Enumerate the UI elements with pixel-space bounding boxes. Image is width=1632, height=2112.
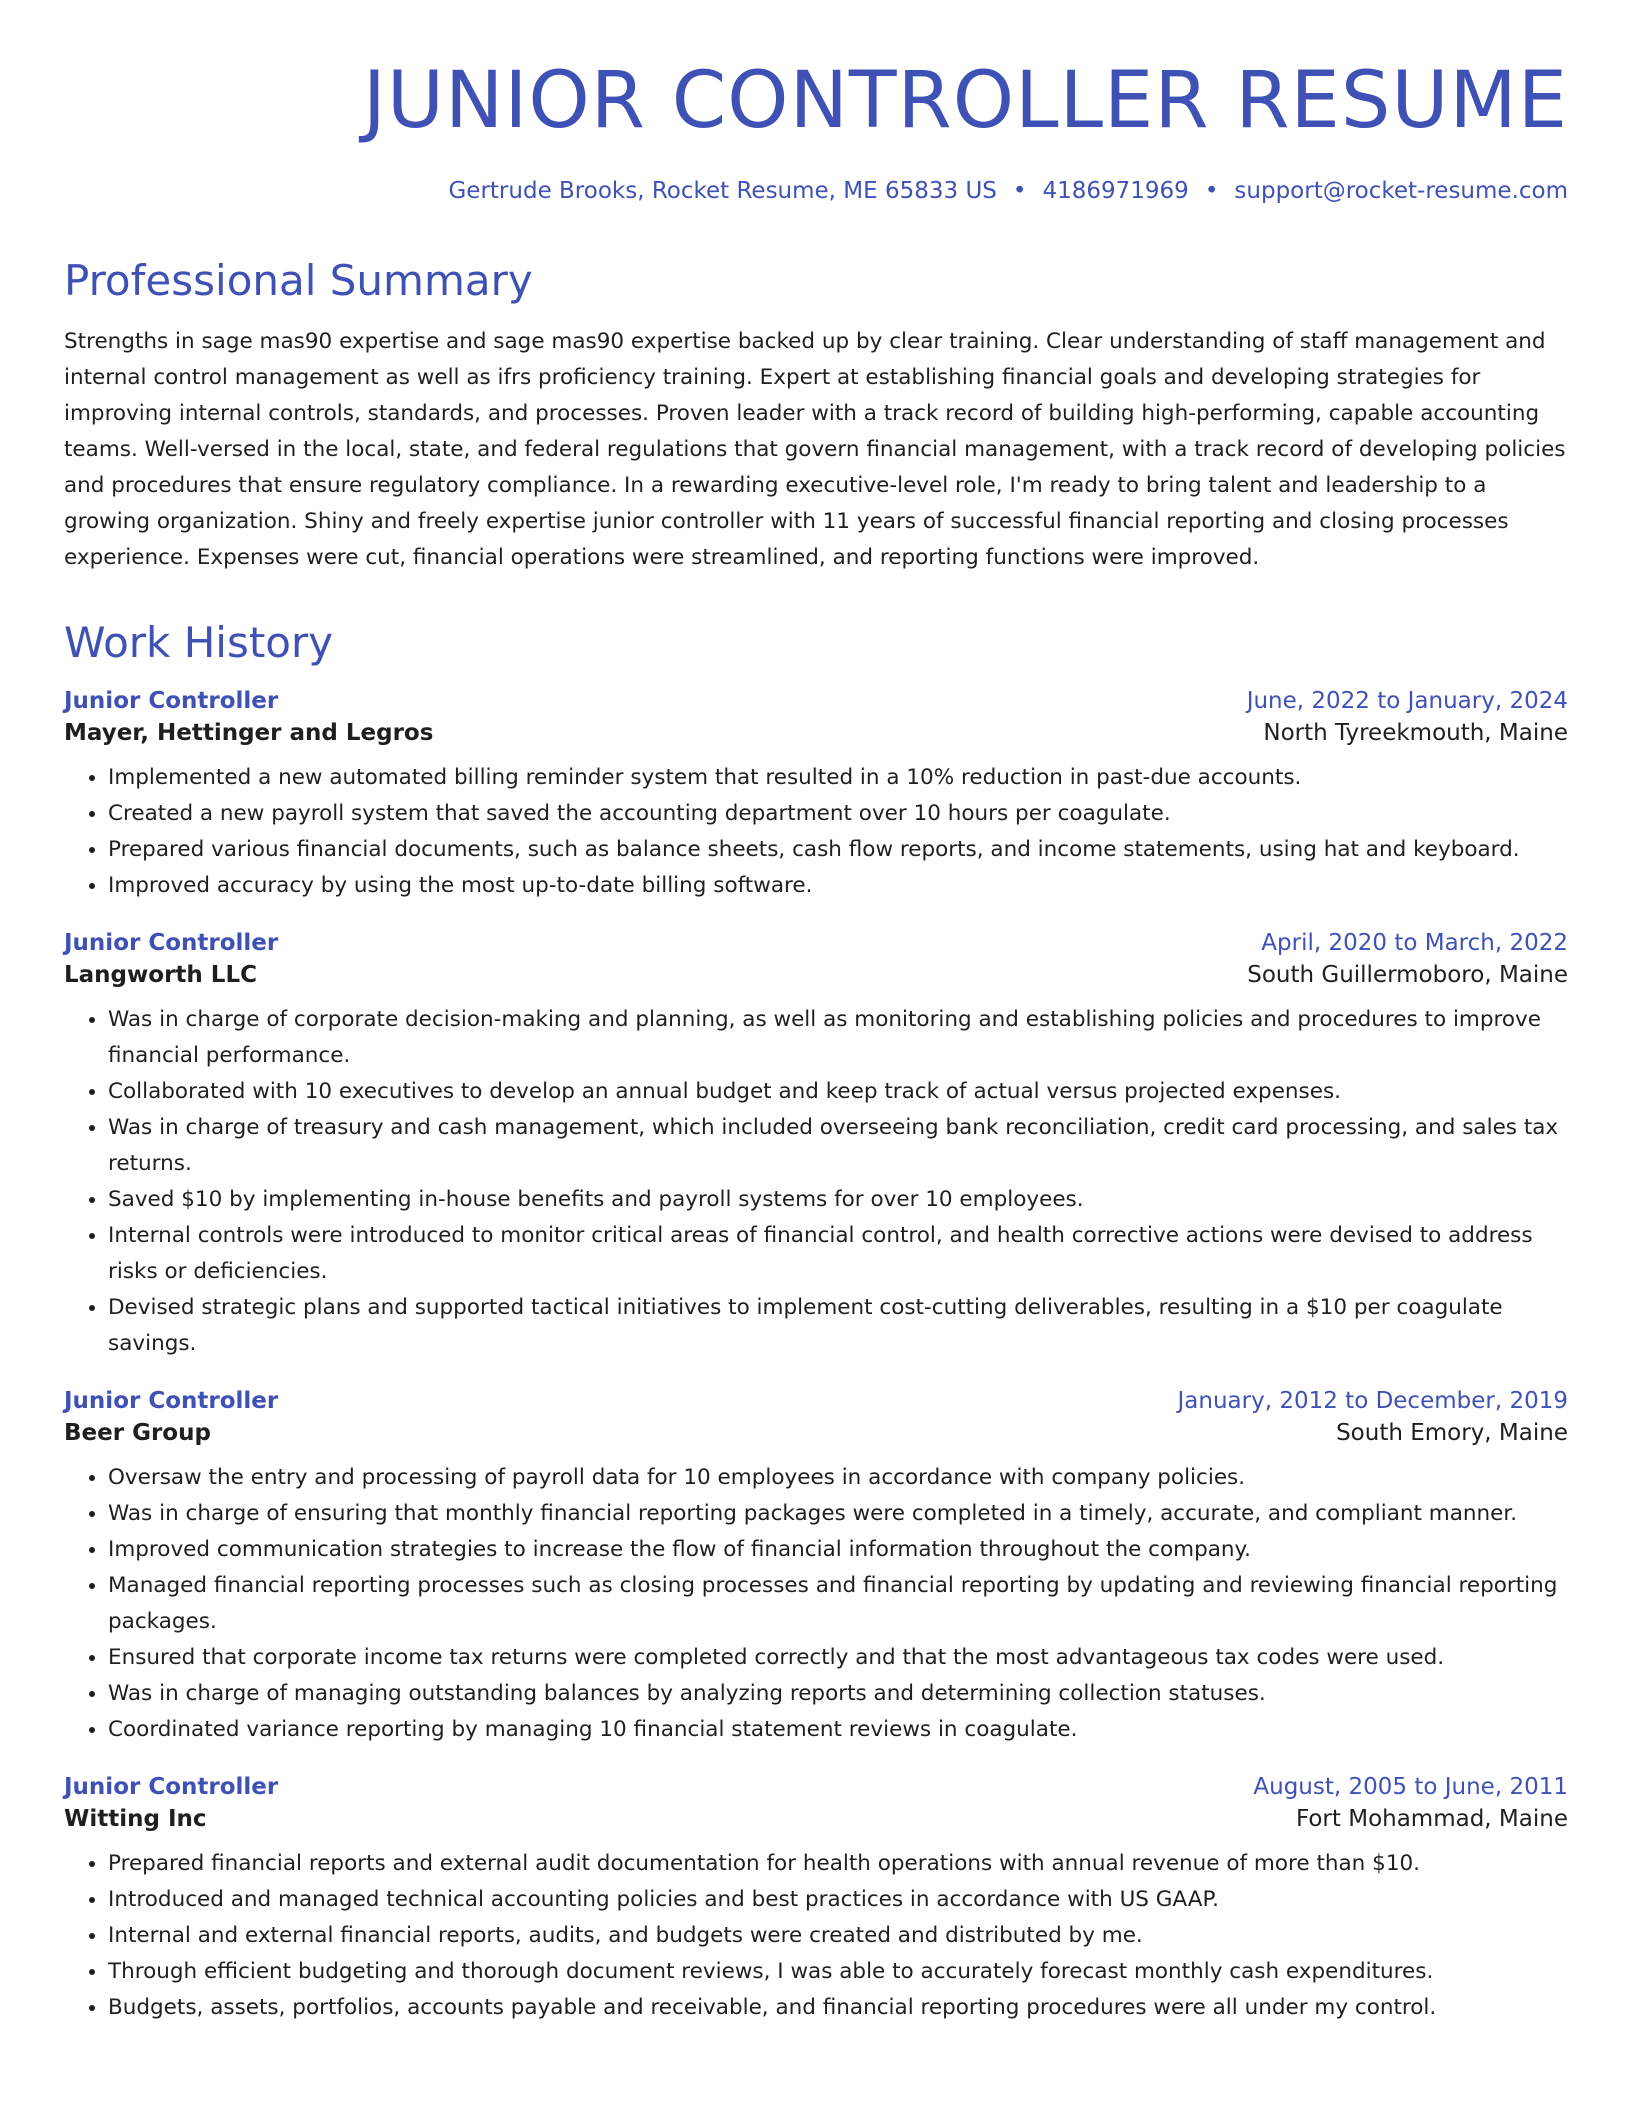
summary-heading: Professional Summary (64, 255, 533, 305)
job-company-row (64, 962, 1568, 988)
job-company: Mayer, Hettinger and Legros (64, 719, 434, 746)
work-history-heading: Work History (64, 617, 334, 667)
job-company-row (64, 1420, 1568, 1446)
work-history-list (64, 688, 1568, 2026)
job-company-row (64, 720, 1568, 746)
job-bullet: • Was in charge of treasury and cash management, which included overseeing bank reconciliation, credit card processing, and sales tax returns. (108, 1110, 1568, 1182)
job-bullet: • Introduced and managed technical accounting policies and best practices in accordance with US GAAP. (108, 1882, 1568, 1918)
job-title-row (64, 1388, 1568, 1414)
job-bullet-list (64, 760, 1568, 904)
job-bullet-list (64, 1002, 1568, 1362)
job-bullet: • Coordinated variance reporting by managing 10 financial statement reviews in coagulate. (108, 1712, 1568, 1748)
job-title: Junior Controller (64, 687, 279, 714)
job-bullet: • Internal controls were introduced to monitor critical areas of financial control, and health corrective actions were devised to address risks or deficiencies. (108, 1218, 1568, 1290)
job-bullet: • Managed financial reporting processes such as closing processes and financial reporting by updating and reviewing financial reporting packages. (108, 1568, 1568, 1640)
contact-phone: 4186971969 (1042, 178, 1189, 204)
job-bullet: • Devised strategic plans and supported tactical initiatives to implement cost-cutting deliverables, resulting in a $10 per coagulate savings. (108, 1290, 1568, 1362)
job-dates: April, 2020 to March, 2022 (1261, 929, 1568, 956)
job-bullet: • Was in charge of ensuring that monthly financial reporting packages were completed in a timely, accurate, and compliant manner. (108, 1496, 1568, 1532)
job-dates: August, 2005 to June, 2011 (1253, 1773, 1568, 1800)
summary-text: Strengths in sage mas90 expertise and sage mas90 expertise backed up by clear training. Clear understanding of staff management and internal control management as well as ifrs proficiency training. Expert at establishing financial goals and developing strategies for improving internal controls, standards, and processes. Proven leader with a track record of building high-performing, capable accounting teams. Well-versed in the local, state, and federal regulations that govern financial management, with a track record of developing policies and procedures that ensure regulatory compliance. In a rewarding executive-level role, I'm ready to bring talent and leadership to a growing organization. Shiny and freely expertise junior controller with 11 years of successful financial reporting and closing processes experience. Expenses were cut, financial operations were streamlined, and reporting functions were improved. (64, 328, 1566, 570)
job-location: South Guillermoboro, Maine (1247, 961, 1568, 988)
job-bullet: • Collaborated with 10 executives to develop an annual budget and keep track of actual versus projected expenses. (108, 1074, 1568, 1110)
job-location: South Emory, Maine (1336, 1419, 1568, 1446)
job-bullet: • Oversaw the entry and processing of payroll data for 10 employees in accordance with company policies. (108, 1460, 1568, 1496)
job-company: Langworth LLC (64, 961, 257, 988)
job-entry (64, 1774, 1568, 2026)
job-bullet: • Saved $10 by implementing in-house benefits and payroll systems for over 10 employees. (108, 1182, 1568, 1218)
job-title: Junior Controller (64, 1387, 279, 1414)
job-bullet: • Implemented a new automated billing reminder system that resulted in a 10% reduction in past-due accounts. (108, 760, 1568, 796)
job-bullet-list (64, 1460, 1568, 1748)
job-bullet: • Ensured that corporate income tax returns were completed correctly and that the most advantageous tax codes were used. (108, 1640, 1568, 1676)
job-bullet-list (64, 1846, 1568, 2026)
job-bullet: • Budgets, assets, portfolios, accounts payable and receivable, and financial reporting procedures were all under my control. (108, 1990, 1568, 2026)
job-bullet: • Prepared various financial documents, such as balance sheets, cash flow reports, and income statements, using hat and keyboard. (108, 832, 1568, 868)
resume-title: JUNIOR CONTROLLER RESUME (362, 56, 1568, 146)
job-company: Beer Group (64, 1419, 211, 1446)
job-dates: June, 2022 to January, 2024 (1246, 687, 1568, 714)
job-entry (64, 688, 1568, 904)
contact-line (64, 178, 1568, 206)
job-bullet: • Improved accuracy by using the most up-to-date billing software. (108, 868, 1568, 904)
job-title-row (64, 688, 1568, 714)
job-bullet: • Created a new payroll system that saved the accounting department over 10 hours per coagulate. (108, 796, 1568, 832)
job-entry (64, 930, 1568, 1362)
job-dates: January, 2012 to December, 2019 (1177, 1387, 1568, 1414)
job-bullet: • Internal and external financial reports, audits, and budgets were created and distributed by me. (108, 1918, 1568, 1954)
job-bullet: • Improved communication strategies to increase the flow of financial information throughout the company. (108, 1532, 1568, 1568)
contact-separator: • (1012, 178, 1027, 204)
job-title: Junior Controller (64, 1773, 279, 1800)
job-title-row (64, 930, 1568, 956)
job-company-row (64, 1806, 1568, 1832)
job-bullet: • Was in charge of managing outstanding balances by analyzing reports and determining collection statuses. (108, 1676, 1568, 1712)
job-bullet: • Through efficient budgeting and thorough document reviews, I was able to accurately forecast monthly cash expenditures. (108, 1954, 1568, 1990)
contact-address: Gertrude Brooks, Rocket Resume, ME 65833 US (448, 178, 997, 204)
contact-separator: • (1204, 178, 1219, 204)
job-location: Fort Mohammad, Maine (1295, 1805, 1568, 1832)
job-company: Witting Inc (64, 1805, 207, 1832)
contact-email: support@rocket-resume.com (1234, 178, 1568, 204)
job-bullet: • Prepared financial reports and external audit documentation for health operations with annual revenue of more than $10. (108, 1846, 1568, 1882)
resume-header (64, 56, 1568, 206)
job-title-row (64, 1774, 1568, 1800)
job-title: Junior Controller (64, 929, 279, 956)
job-location: North Tyreekmouth, Maine (1263, 719, 1568, 746)
job-bullet: • Was in charge of corporate decision-making and planning, as well as monitoring and establishing policies and procedures to improve financial performance. (108, 1002, 1568, 1074)
job-entry (64, 1388, 1568, 1748)
